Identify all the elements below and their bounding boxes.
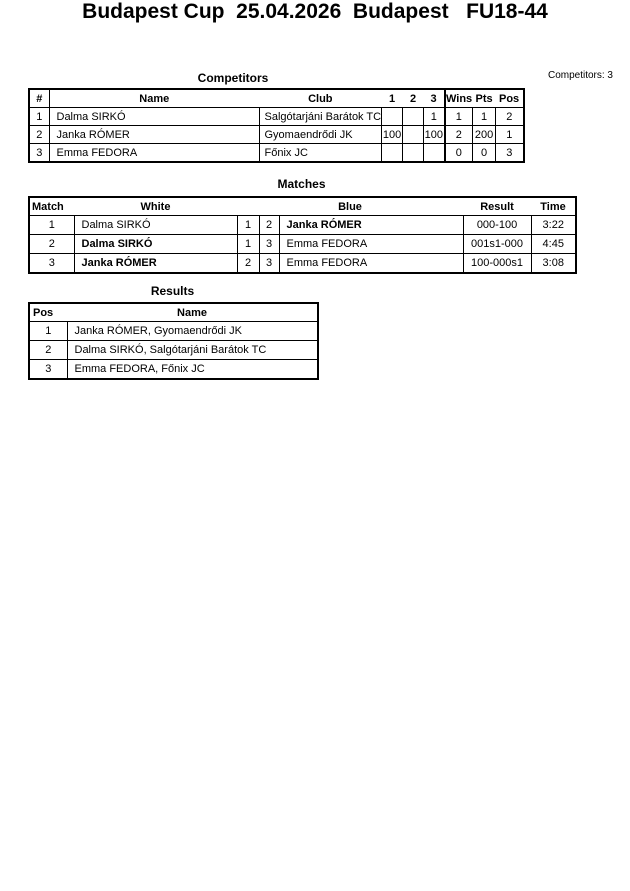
cell-wins: 0 [445,144,473,163]
results-header-row [29,303,318,322]
column-header-pos: Pos [29,303,67,322]
column-header-name: Name [49,89,259,108]
table-row [29,254,576,274]
cell-blue-num: 3 [259,254,279,274]
cell-white-name: Janka RÓMER [74,254,237,274]
column-header-pts: Pts [473,89,496,108]
cell-time: 4:45 [531,235,576,254]
column-header-result: Result [463,197,531,216]
cell-num: 2 [29,126,49,144]
cell-round1: 100 [382,126,403,144]
competitors-heading: Competitors [197,71,269,85]
cell-match-num: 1 [29,216,74,235]
cell-name: Janka RÓMER [49,126,259,144]
cell-wins: 1 [445,108,473,126]
column-header-round1: 1 [382,89,403,108]
cell-name: Dalma SIRKÓ [49,108,259,126]
results-heading: Results [150,284,195,298]
cell-result: 100-000s1 [463,254,531,274]
matches-header-row [29,197,576,216]
cell-round1 [382,108,403,126]
column-header-blue: Blue [237,197,463,216]
cell-match-num: 2 [29,235,74,254]
table-row [29,144,524,163]
cell-name: Emma FEDORA, Főnix JC [67,360,318,380]
cell-num: 3 [29,144,49,163]
cell-name: Janka RÓMER, Gyomaendrődi JK [67,322,318,341]
cell-pts: 1 [473,108,496,126]
cell-blue-num: 2 [259,216,279,235]
cell-white-num: 1 [237,235,259,254]
table-row [29,360,318,380]
competitors-table [28,88,525,163]
cell-round3 [424,144,445,163]
cell-white-num: 1 [237,216,259,235]
cell-round3: 100 [424,126,445,144]
cell-result: 000-100 [463,216,531,235]
table-row [29,235,576,254]
competitors-count: Competitors: 3 [547,70,613,81]
cell-name: Emma FEDORA [49,144,259,163]
table-row [29,216,576,235]
cell-blue-num: 3 [259,235,279,254]
cell-pos: 1 [29,322,67,341]
cell-pts: 200 [473,126,496,144]
column-header-club: Club [259,89,382,108]
column-header-match: Match [29,197,74,216]
results-table [28,302,319,380]
cell-pts: 0 [473,144,496,163]
cell-round1 [382,144,403,163]
table-row [29,322,318,341]
table-row [29,126,524,144]
cell-result: 001s1-000 [463,235,531,254]
cell-club: Főnix JC [259,144,382,163]
cell-club: Gyomaendrődi JK [259,126,382,144]
matches-table [28,196,577,274]
cell-name: Dalma SIRKÓ, Salgótarjáni Barátok TC [67,341,318,360]
cell-club: Salgótarjáni Barátok TC [259,108,382,126]
cell-time: 3:22 [531,216,576,235]
column-header-name: Name [67,303,318,322]
column-header-wins: Wins [445,89,473,108]
table-row [29,341,318,360]
column-header-round3: 3 [424,89,445,108]
cell-wins: 2 [445,126,473,144]
cell-white-name: Dalma SIRKÓ [74,216,237,235]
column-header-round2: 2 [403,89,424,108]
cell-white-num: 2 [237,254,259,274]
competitors-header-row [29,89,524,108]
cell-blue-name: Emma FEDORA [279,254,463,274]
cell-pos: 2 [496,108,524,126]
column-header-time: Time [531,197,576,216]
column-header-white: White [74,197,237,216]
cell-round2 [403,144,424,163]
cell-round2 [403,108,424,126]
column-header-num: # [29,89,49,108]
cell-match-num: 3 [29,254,74,274]
cell-time: 3:08 [531,254,576,274]
cell-white-name: Dalma SIRKÓ [74,235,237,254]
cell-pos: 1 [496,126,524,144]
cell-round3: 1 [424,108,445,126]
matches-heading: Matches [277,177,326,191]
cell-blue-name: Emma FEDORA [279,235,463,254]
cell-num: 1 [29,108,49,126]
cell-pos: 2 [29,341,67,360]
table-row [29,108,524,126]
tournament-title: Budapest Cup 25.04.2026 Budapest FU18-44 [82,0,548,23]
cell-pos: 3 [29,360,67,380]
column-header-pos: Pos [496,89,524,108]
cell-round2 [403,126,424,144]
cell-blue-name: Janka RÓMER [279,216,463,235]
cell-pos: 3 [496,144,524,163]
